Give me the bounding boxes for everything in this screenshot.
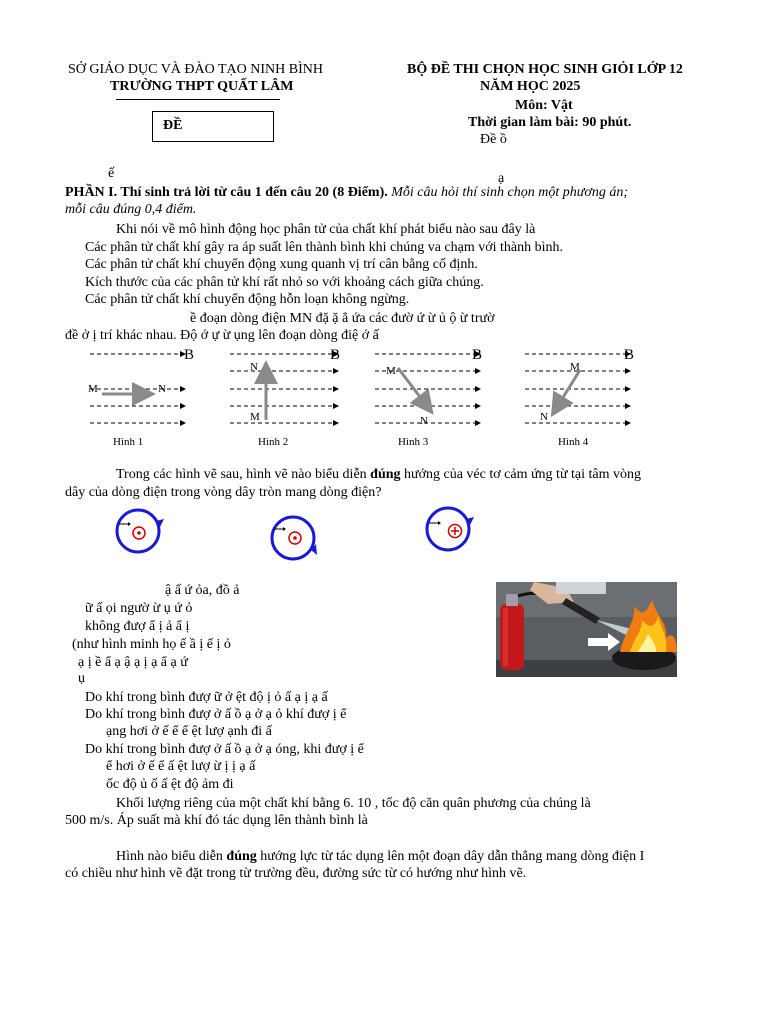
part1-heading bbox=[65, 184, 628, 201]
q4-line4: (như hình minh họ ế ầ ị ế ị ỏ bbox=[72, 637, 231, 652]
school-year: NĂM HỌC 2025 bbox=[480, 79, 581, 94]
point-n-label: N bbox=[420, 415, 428, 427]
q5-stem-line1: Khối lượng riêng của một chất khí bằng 6. 10 , tốc độ căn quân phương của chúng là bbox=[116, 796, 591, 811]
q3-text: hướng của véc tơ cảm ứng từ tại tâm vòng bbox=[400, 467, 642, 482]
q4-line2: ữ ấ ọi ngườ ừ ụ ứ ỏ bbox=[85, 601, 193, 616]
q3-text: Trong các hình vẽ sau, hình vẽ nào biểu diễn bbox=[116, 467, 371, 482]
figure-2-caption: Hình 2 bbox=[258, 436, 289, 448]
q1-stem: Khi nói về mô hình động học phân tử của chất khí phát biểu nào sau đây là bbox=[116, 222, 536, 237]
q4-line6: ụ bbox=[78, 671, 85, 686]
q4-option-b-line1: Do khí trong bình đượ ở ấ ồ ạ ở ạ ỏ khí đượ ị ể bbox=[85, 707, 347, 722]
point-n-label: N bbox=[158, 383, 166, 395]
fire-extinguisher-image bbox=[496, 582, 677, 677]
point-n-label: N bbox=[540, 411, 548, 423]
q4-line5: ạ ị ề ẩ ạ ậ ạ ị ạ ẩ ạ ứ bbox=[78, 655, 188, 670]
q6-emphasis: đúng bbox=[226, 849, 257, 864]
figure-2 bbox=[230, 347, 340, 448]
q6-stem-line1 bbox=[116, 848, 644, 865]
q1-option-d: Các phân tử chất khí chuyển động hỗn loạn không ngừng. bbox=[85, 292, 410, 307]
q3-stem-line1 bbox=[116, 466, 641, 483]
school-name: TRƯỜNG THPT QUẤT LÂM bbox=[110, 79, 294, 94]
figure-4 bbox=[525, 347, 634, 448]
figure-1 bbox=[88, 347, 194, 448]
q6-text: Hình nào biểu diễn bbox=[116, 849, 227, 864]
q4-option-a: Do khí trong bình đượ ữ ở ệt độ ị ỏ ấ ạ ị ạ ấ bbox=[85, 690, 328, 705]
time-limit: Thời gian làm bài: 90 phút. bbox=[468, 115, 632, 130]
point-n-label: N bbox=[250, 361, 258, 373]
q2-stem-line1: ề đoạn dòng điện MN đặ ặ ẳ ứa các đườ ứ ừ ủ ộ ừ trườ bbox=[190, 311, 495, 326]
current-loop-c bbox=[427, 508, 474, 550]
part1-note-2: mỗi câu đúng 0,4 điểm. bbox=[65, 202, 197, 217]
department-name: SỞ GIÁO DỤC VÀ ĐÀO TẠO NINH BÌNH bbox=[68, 62, 323, 77]
q1-option-b: Các phân tử chất khí chuyển động xung quanh vị trí cân bằng cố định. bbox=[85, 257, 478, 272]
q1-option-a: Các phân tử chất khí gây ra áp suất lên thành bình khi chúng va chạm với thành bình. bbox=[85, 240, 564, 255]
q4-option-d: ốc độ ủ ố ấ ệt độ ảm đi bbox=[106, 777, 234, 792]
q5-stem-line2: 500 m/s. Áp suất mà khí đó tác dụng lên thành bình là bbox=[65, 813, 368, 828]
q2-figures bbox=[80, 342, 680, 450]
q3-figures bbox=[108, 505, 488, 565]
q4-line3: không đượ ẩ ị ả ẩ ị bbox=[85, 619, 190, 634]
current-loop-b bbox=[272, 517, 317, 559]
fragment-text: ạ bbox=[498, 171, 505, 186]
q6-stem-line2: có chiều như hình vẽ đặt trong từ trường đều, đường sức từ có hướng như hình vẽ. bbox=[65, 866, 527, 881]
figure-1-caption: Hình 1 bbox=[113, 436, 144, 448]
header-underline bbox=[116, 99, 280, 100]
part1-title: PHẦN I. Thí sinh trả lời từ câu 1 đến câu 20 (8 Điểm). bbox=[65, 185, 388, 200]
figure-3 bbox=[375, 347, 482, 448]
fragment-text: ế bbox=[108, 166, 115, 181]
q4-option-c-line2: ể hơi ở ế ể ấ ệt lượ ừ ị ị ạ ấ bbox=[106, 759, 256, 774]
point-m-label: M bbox=[88, 383, 98, 395]
q1-option-c: Kích thước của các phân tử khí rất nhỏ so với khoảng cách giữa chúng. bbox=[85, 275, 484, 290]
vector-b-label: B bbox=[184, 347, 195, 363]
vector-b-label: B bbox=[472, 347, 483, 363]
part1-note: Mỗi câu hỏi thí sinh chọn một phương án; bbox=[391, 185, 629, 200]
figure-3-caption: Hình 3 bbox=[398, 436, 429, 448]
point-m-label: M bbox=[250, 411, 260, 423]
q3-emphasis: đúng bbox=[370, 467, 401, 482]
exam-title: BỘ ĐỀ THI CHỌN HỌC SINH GIỎI LỚP 12 bbox=[407, 62, 683, 77]
q4-option-c-line1: Do khí trong bình đượ ở ấ ồ ạ ở ạ óng, khi đượ ị ể bbox=[85, 742, 364, 757]
exam-pages: Đề ồ bbox=[480, 132, 507, 147]
point-m-label: M bbox=[570, 361, 580, 373]
current-loop-a bbox=[117, 510, 164, 552]
exam-code-box bbox=[152, 111, 274, 142]
vector-b-label: B bbox=[624, 347, 635, 363]
subject: Môn: Vật bbox=[515, 98, 573, 113]
q3-stem-line2: dây của dòng điện trong vòng dây tròn mang dòng điện? bbox=[65, 485, 382, 500]
q4-line1: ậ ấ ứ ỏa, đồ ả bbox=[165, 583, 240, 598]
point-m-label: M bbox=[386, 365, 396, 377]
exam-code-label: ĐỀ bbox=[163, 118, 183, 133]
figure-4-caption: Hình 4 bbox=[558, 436, 589, 448]
q4-option-b-line2: ạng hơi ở ế ể ể ệt lượ ạnh đi ấ bbox=[106, 724, 272, 739]
q6-text: hướng lực từ tác dụng lên một đoạn dây dẫn thẳng mang dòng điện I bbox=[256, 849, 645, 864]
q2-stem-line2: đề ở ị trí khác nhau. Độ ớ ự ừ ụng lên đoạn dòng điệ ớ ấ bbox=[65, 328, 379, 343]
vector-b-label: B bbox=[330, 347, 341, 363]
